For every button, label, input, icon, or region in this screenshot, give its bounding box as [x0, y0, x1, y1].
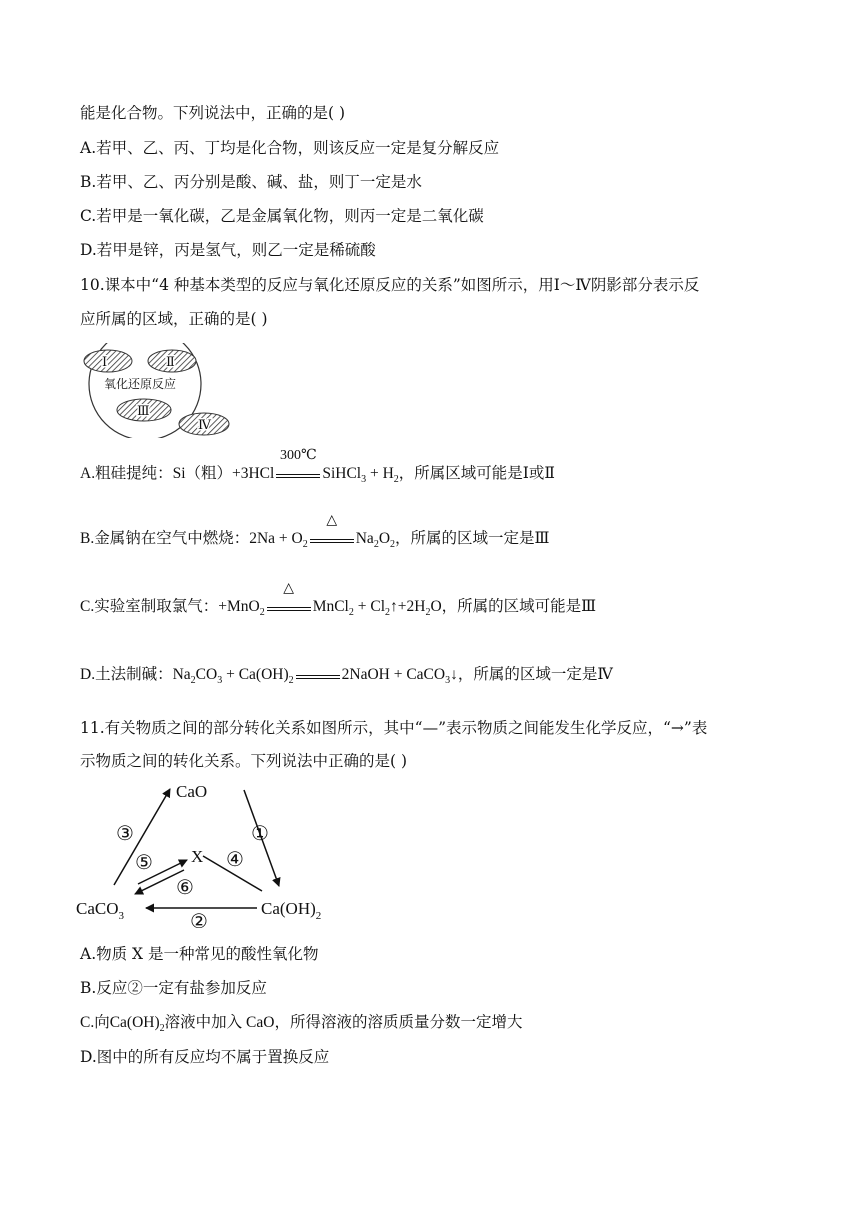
q10-d-equals — [296, 666, 340, 679]
q10-d-sub-4: 3 — [445, 675, 451, 686]
label-6: ⑥ — [176, 877, 194, 899]
node-caoh2: $Ca(OH)_2$ — [261, 899, 322, 922]
q10-c-suffix: ，所属的区域可能是Ⅲ — [441, 598, 597, 615]
q10-a-product-2: + H — [366, 465, 394, 482]
q10-c-reactants: +MnO — [218, 598, 260, 615]
node-cao: CaO — [176, 782, 208, 801]
q10-c-product-1: MnCl — [312, 598, 349, 615]
label-1: ① — [251, 823, 269, 845]
q10-d-prefix: D.土法制碱： — [80, 666, 173, 683]
q10-option-b — [80, 513, 550, 550]
q10-c-sub-1: 2 — [259, 607, 265, 618]
node-caco3: CaCO$_3$ — [76, 899, 124, 922]
q10-a-sub-2: 2 — [393, 474, 399, 485]
calcium-conversion-diagram — [74, 778, 344, 928]
q10-b-product-1: Na — [355, 530, 374, 547]
q10-d-reactant-2: CO — [195, 666, 218, 683]
q10-d-reactant-1: Na — [172, 666, 191, 683]
q10-c-sub-2: 2 — [348, 607, 354, 618]
region-4-label: Ⅳ — [198, 417, 211, 432]
q11-option-a: A.物质 X 是一种常见的酸性氧化物 — [80, 945, 319, 963]
q10-c-product-3: ↑+2H — [390, 598, 426, 615]
q9-option-b: B.若甲、乙、丙分别是酸、碱、盐，则丁一定是水 — [80, 173, 422, 191]
q11-c-formula: Ca(OH) — [109, 1014, 160, 1031]
q10-c-condition-text: △ — [283, 581, 295, 596]
q10-b-sub-3: 2 — [390, 539, 396, 550]
q11-stem-line2: 示物质之间的转化关系。下列说法中正确的是( ) — [80, 752, 408, 770]
label-3: ③ — [116, 823, 134, 845]
q10-d-suffix: ，所属的区域一定是Ⅳ — [457, 666, 613, 683]
q10-stem-line1: 10.课本中“4 种基本类型的反应与氧化还原反应的关系”如图所示，用Ⅰ～Ⅳ阴影部分表示反 — [80, 276, 700, 294]
q10-d-product-1: 2NaOH + CaCO — [341, 666, 446, 683]
q10-d-product-2: ↓ — [450, 666, 458, 683]
q10-d-sub-1: 2 — [190, 675, 196, 686]
q9-option-d: D.若甲是锌，丙是氢气，则乙一定是稀硫酸 — [80, 241, 376, 259]
q10-c-prefix: C.实验室制取氯气： — [80, 598, 219, 615]
q10-b-reactants: 2Na + O — [249, 530, 303, 547]
q10-b-sub-1: 2 — [302, 539, 308, 550]
redox-label: 氧化还原反应 — [104, 377, 177, 391]
q10-d-reactant-3: + Ca(OH) — [222, 666, 289, 683]
q10-option-c — [80, 581, 597, 618]
label-2: ② — [190, 911, 208, 928]
q10-a-product-1: SiHCl — [322, 465, 362, 482]
redox-venn-diagram — [78, 343, 238, 438]
label-5: ⑤ — [135, 852, 153, 874]
q10-option-d — [80, 665, 613, 685]
q10-d-sub-2: 3 — [217, 675, 223, 686]
region-1-ellipse — [84, 350, 132, 372]
q10-c-sub-4: 2 — [425, 607, 431, 618]
region-3-label: Ⅲ — [137, 403, 150, 418]
label-4: ④ — [226, 849, 244, 871]
q10-b-condition — [310, 513, 354, 543]
q10-c-sub-3: 2 — [385, 607, 391, 618]
region-2-label: Ⅱ — [166, 354, 175, 369]
q9-option-a: A.若甲、乙、丙、丁均是化合物，则该反应一定是复分解反应 — [80, 139, 500, 157]
q10-a-condition — [276, 448, 320, 478]
q11-option-b: B.反应②一定有盐参加反应 — [80, 979, 267, 997]
q11-c-suffix: 溶液中加入 CaO，所得溶液的溶质质量分数一定增大 — [164, 1014, 523, 1031]
q10-a-condition-text: 300℃ — [279, 448, 317, 463]
q9-option-c: C.若甲是一氧化碳，乙是金属氧化物，则丙一定是二氧化碳 — [80, 207, 484, 225]
q11-option-c — [80, 1013, 522, 1033]
q10-b-product-2: O — [378, 530, 391, 547]
q11-stem-line1: 11.有关物质之间的部分转化关系如图所示，其中“—”表示物质之间能发生化学反应，“→”表 — [80, 719, 708, 737]
q10-b-sub-2: 2 — [373, 539, 379, 550]
q10-c-product-2: + Cl — [353, 598, 386, 615]
q11-option-d: D.图中的所有反应均不属于置换反应 — [80, 1048, 330, 1066]
q10-stem-line2: 应所属的区域，正确的是( ) — [80, 310, 268, 328]
q10-option-a — [80, 448, 555, 485]
q9-stem-tail: 能是化合物。下列说法中，正确的是( ) — [80, 104, 346, 122]
q10-d-sub-3: 2 — [288, 675, 294, 686]
q11-c-sub: 2 — [159, 1023, 165, 1034]
q10-c-condition — [267, 581, 311, 611]
q10-a-prefix: A.粗硅提纯：Si（粗）+3HCl — [80, 465, 275, 482]
q10-b-suffix: ，所属的区域一定是Ⅲ — [395, 530, 550, 547]
region-1-label: Ⅰ — [102, 354, 108, 369]
q11-c-prefix: C.向 — [80, 1014, 110, 1031]
q10-b-condition-text: △ — [326, 513, 338, 528]
q10-a-sub-1: 3 — [361, 474, 367, 485]
q10-c-product-4: O — [430, 598, 442, 615]
node-x: X — [191, 847, 204, 866]
q10-b-prefix: B.金属钠在空气中燃烧： — [80, 530, 250, 547]
q10-a-suffix: ，所属区域可能是Ⅰ或Ⅱ — [398, 465, 555, 482]
